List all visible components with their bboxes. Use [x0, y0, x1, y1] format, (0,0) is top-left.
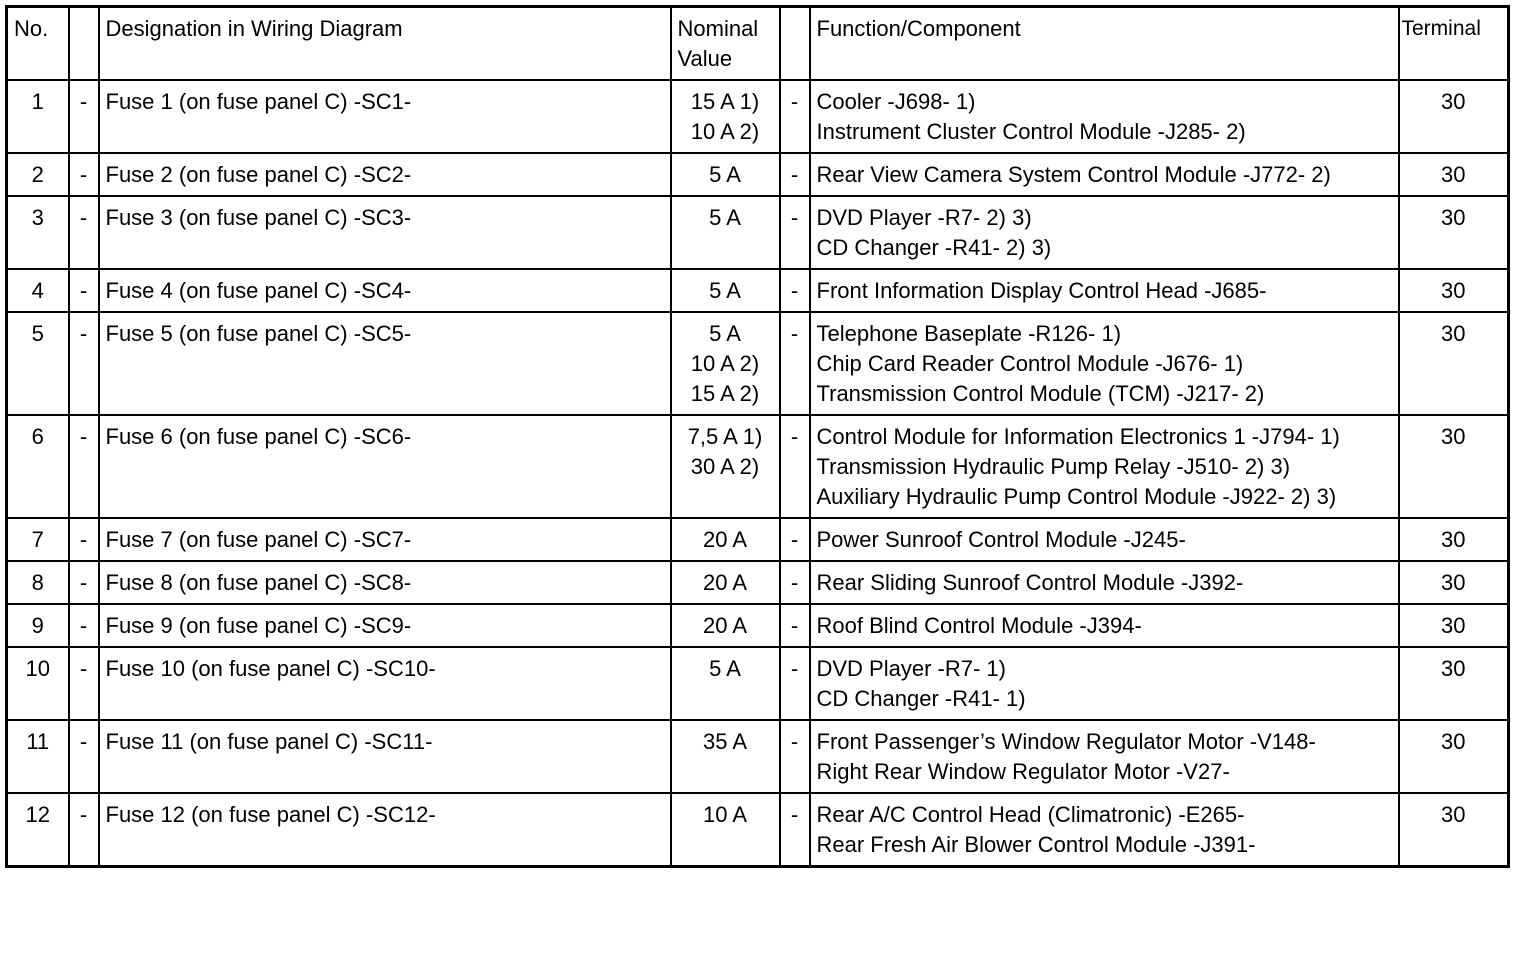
terminal: 30 — [1399, 269, 1509, 312]
header-row — [7, 7, 1509, 81]
nominal-value — [671, 153, 780, 196]
separator-dash: - — [69, 720, 99, 793]
separator-dash: - — [69, 604, 99, 647]
fuse-number: 11 — [7, 720, 69, 793]
terminal: 30 — [1399, 312, 1509, 415]
function-component — [810, 561, 1399, 604]
fuse-number: 8 — [7, 561, 69, 604]
nominal-value-line: 35 A — [702, 729, 748, 754]
separator-dash: - — [780, 604, 810, 647]
component-line: DVD Player -R7- 1) — [816, 656, 1006, 681]
separator-dash: - — [780, 561, 810, 604]
nominal-value-line: 10 A — [702, 802, 748, 827]
function-component — [810, 80, 1399, 153]
separator-dash: - — [69, 647, 99, 720]
separator-dash: - — [780, 80, 810, 153]
component-line: CD Changer -R41- 2) 3) — [816, 235, 1052, 260]
function-component — [810, 604, 1399, 647]
separator-dash: - — [69, 518, 99, 561]
nominal-value-line: 5 A — [709, 205, 741, 230]
nominal-value — [671, 561, 780, 604]
separator-dash: - — [780, 415, 810, 518]
table-row — [7, 415, 1509, 518]
fuse-designation: Fuse 8 (on fuse panel C) -SC8- — [99, 561, 671, 604]
function-component — [810, 153, 1399, 196]
nominal-value-line: 15 A 1) — [690, 89, 760, 114]
component-line: Auxiliary Hydraulic Pump Control Module -J922- 2) 3) — [816, 484, 1337, 509]
function-component — [810, 647, 1399, 720]
terminal: 30 — [1399, 80, 1509, 153]
separator-dash: - — [69, 153, 99, 196]
table-row — [7, 196, 1509, 269]
nominal-value — [671, 720, 780, 793]
table-row — [7, 153, 1509, 196]
fuse-table — [5, 5, 1510, 868]
header-value-line: Value — [677, 46, 733, 71]
nominal-value — [671, 269, 780, 312]
nominal-value-line: 5 A — [709, 162, 741, 187]
fuse-designation: Fuse 9 (on fuse panel C) -SC9- — [99, 604, 671, 647]
component-line: Right Rear Window Regulator Motor -V27- — [816, 759, 1230, 784]
fuse-number: 1 — [7, 80, 69, 153]
fuse-number: 7 — [7, 518, 69, 561]
nominal-value-line: 5 A — [709, 278, 741, 303]
nominal-value — [671, 604, 780, 647]
table-row — [7, 312, 1509, 415]
header-no: No. — [7, 7, 69, 81]
nominal-value-line: 5 A — [709, 656, 741, 681]
function-component — [810, 269, 1399, 312]
fuse-designation: Fuse 6 (on fuse panel C) -SC6- — [99, 415, 671, 518]
fuse-number: 3 — [7, 196, 69, 269]
fuse-designation: Fuse 1 (on fuse panel C) -SC1- — [99, 80, 671, 153]
header-nominal-value — [671, 7, 780, 81]
fuse-number: 6 — [7, 415, 69, 518]
component-line: Front Passenger’s Window Regulator Motor -V148- — [816, 729, 1316, 754]
separator-dash: - — [780, 793, 810, 867]
separator-dash: - — [780, 720, 810, 793]
separator-dash: - — [780, 312, 810, 415]
nominal-value — [671, 647, 780, 720]
component-line: Rear A/C Control Head (Climatronic) -E265- — [816, 802, 1245, 827]
terminal: 30 — [1399, 561, 1509, 604]
separator-dash: - — [780, 196, 810, 269]
function-component — [810, 720, 1399, 793]
component-line: Rear Fresh Air Blower Control Module -J391- — [816, 832, 1256, 857]
fuse-number: 5 — [7, 312, 69, 415]
component-line: Rear View Camera System Control Module -J772- 2) — [816, 162, 1331, 187]
fuse-designation: Fuse 10 (on fuse panel C) -SC10- — [99, 647, 671, 720]
table-body — [7, 80, 1509, 867]
separator-dash: - — [69, 80, 99, 153]
fuse-designation: Fuse 4 (on fuse panel C) -SC4- — [99, 269, 671, 312]
function-component — [810, 312, 1399, 415]
nominal-value — [671, 415, 780, 518]
nominal-value-line: 20 A — [702, 613, 748, 638]
nominal-value-line: 20 A — [702, 527, 748, 552]
nominal-value-line: 30 A 2) — [690, 454, 760, 479]
fuse-designation: Fuse 11 (on fuse panel C) -SC11- — [99, 720, 671, 793]
component-line: Cooler -J698- 1) — [816, 89, 976, 114]
table-row — [7, 80, 1509, 153]
fuse-designation: Fuse 12 (on fuse panel C) -SC12- — [99, 793, 671, 867]
header-designation: Designation in Wiring Diagram — [99, 7, 671, 81]
fuse-number: 4 — [7, 269, 69, 312]
component-line: Telephone Baseplate -R126- 1) — [816, 321, 1122, 346]
table-row — [7, 518, 1509, 561]
header-blank-2 — [780, 7, 810, 81]
nominal-value-line: 15 A 2) — [690, 381, 760, 406]
separator-dash: - — [69, 793, 99, 867]
separator-dash: - — [69, 196, 99, 269]
nominal-value — [671, 793, 780, 867]
header-nominal-line: Nominal — [677, 16, 759, 41]
terminal: 30 — [1399, 793, 1509, 867]
component-line: Power Sunroof Control Module -J245- — [816, 527, 1186, 552]
separator-dash: - — [69, 415, 99, 518]
separator-dash: - — [780, 153, 810, 196]
component-line: CD Changer -R41- 1) — [816, 686, 1026, 711]
separator-dash: - — [780, 647, 810, 720]
fuse-number: 9 — [7, 604, 69, 647]
nominal-value — [671, 80, 780, 153]
header-blank-1 — [69, 7, 99, 81]
nominal-value-line: 7,5 A 1) — [687, 424, 763, 449]
nominal-value — [671, 196, 780, 269]
terminal: 30 — [1399, 647, 1509, 720]
table-row — [7, 561, 1509, 604]
table-row — [7, 793, 1509, 867]
fuse-number: 2 — [7, 153, 69, 196]
component-line: Roof Blind Control Module -J394- — [816, 613, 1142, 638]
separator-dash: - — [780, 269, 810, 312]
nominal-value-line: 5 A — [709, 321, 741, 346]
table-row — [7, 604, 1509, 647]
component-line: Chip Card Reader Control Module -J676- 1) — [816, 351, 1244, 376]
component-line: Transmission Control Module (TCM) -J217- 2) — [816, 381, 1265, 406]
function-component — [810, 415, 1399, 518]
component-line: Instrument Cluster Control Module -J285- 2) — [816, 119, 1246, 144]
nominal-value — [671, 312, 780, 415]
terminal: 30 — [1399, 604, 1509, 647]
table-row — [7, 269, 1509, 312]
fuse-number: 12 — [7, 793, 69, 867]
terminal: 30 — [1399, 153, 1509, 196]
nominal-value-line: 10 A 2) — [690, 119, 760, 144]
terminal: 30 — [1399, 415, 1509, 518]
nominal-value-line: 20 A — [702, 570, 748, 595]
component-line: DVD Player -R7- 2) 3) — [816, 205, 1032, 230]
function-component — [810, 196, 1399, 269]
terminal: 30 — [1399, 720, 1509, 793]
header-function: Function/Component — [810, 7, 1399, 81]
table-row — [7, 720, 1509, 793]
separator-dash: - — [69, 312, 99, 415]
separator-dash: - — [69, 561, 99, 604]
fuse-designation: Fuse 2 (on fuse panel C) -SC2- — [99, 153, 671, 196]
table-row — [7, 647, 1509, 720]
component-line: Rear Sliding Sunroof Control Module -J392- — [816, 570, 1244, 595]
component-line: Front Information Display Control Head -J685- — [816, 278, 1267, 303]
fuse-designation: Fuse 5 (on fuse panel C) -SC5- — [99, 312, 671, 415]
component-line: Transmission Hydraulic Pump Relay -J510- 2) 3) — [816, 454, 1291, 479]
fuse-designation: Fuse 7 (on fuse panel C) -SC7- — [99, 518, 671, 561]
separator-dash: - — [69, 269, 99, 312]
nominal-value-line: 10 A 2) — [690, 351, 760, 376]
fuse-number: 10 — [7, 647, 69, 720]
separator-dash: - — [780, 518, 810, 561]
function-component — [810, 793, 1399, 867]
fuse-designation: Fuse 3 (on fuse panel C) -SC3- — [99, 196, 671, 269]
terminal: 30 — [1399, 196, 1509, 269]
nominal-value — [671, 518, 780, 561]
function-component — [810, 518, 1399, 561]
terminal: 30 — [1399, 518, 1509, 561]
component-line: Control Module for Information Electronics 1 -J794- 1) — [816, 424, 1340, 449]
header-terminal: Terminal — [1399, 7, 1509, 81]
